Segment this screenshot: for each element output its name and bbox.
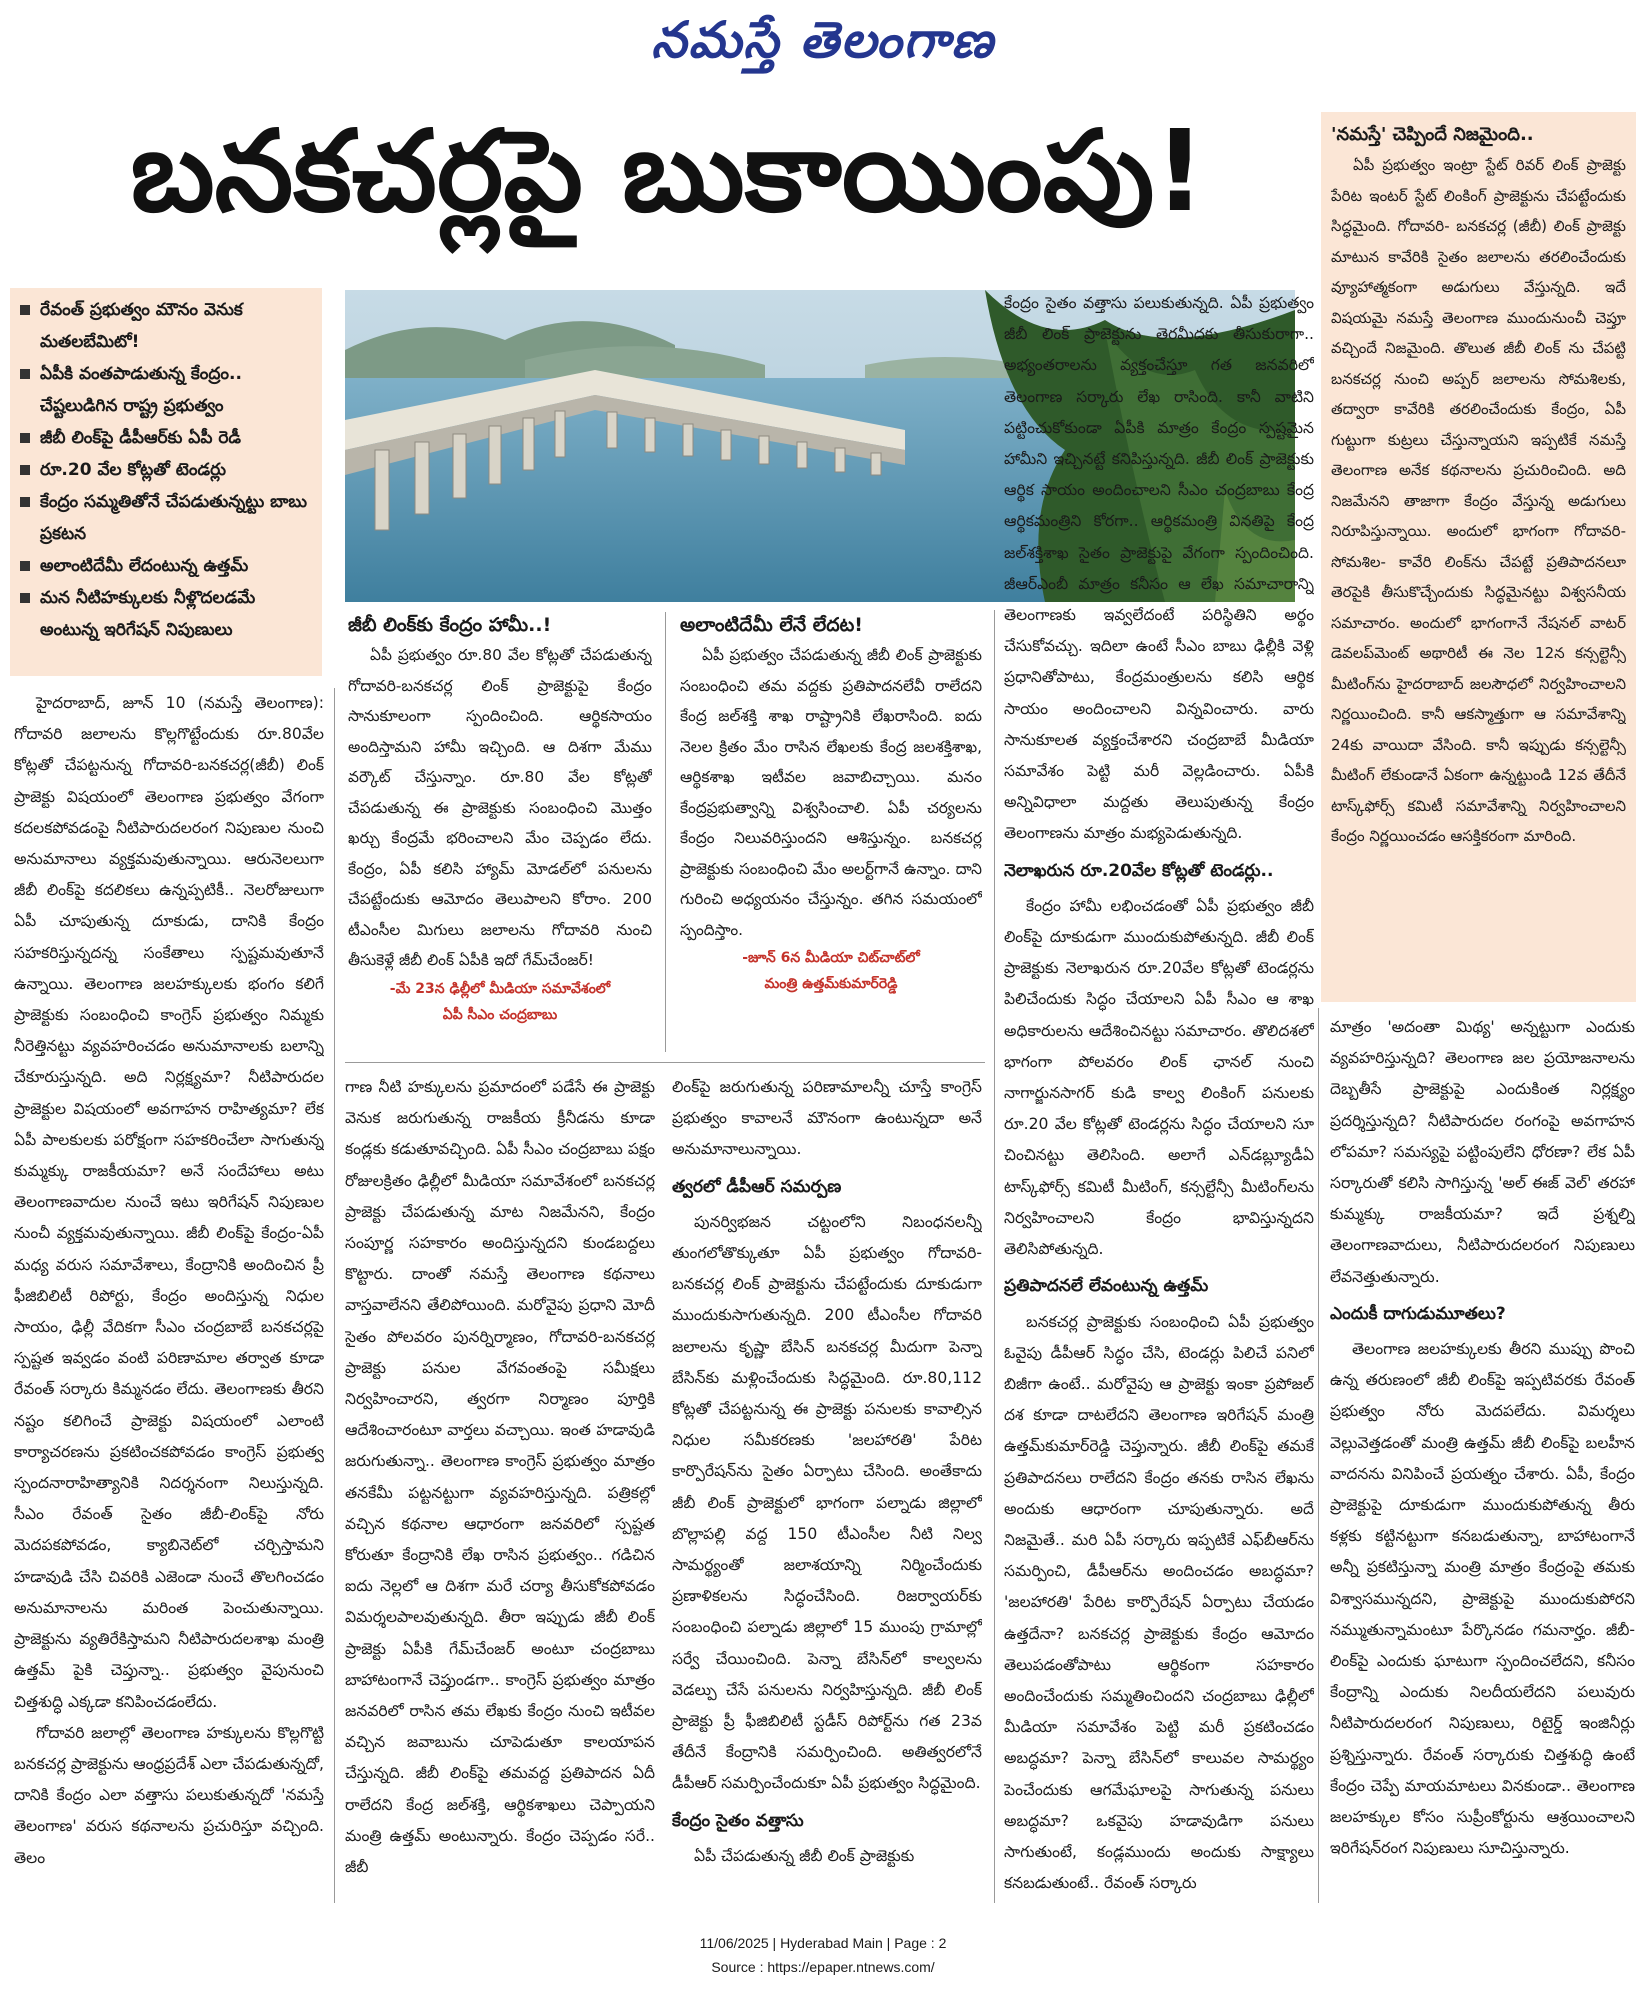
article-column-1 — [14, 688, 324, 1903]
article-paragraph: ఏపీ చేపడుతున్న జీబీ లింక్ ప్రాజెక్టుకు — [694, 1846, 915, 1865]
article-paragraph: హైదరాబాద్, జూన్ 10 (నమస్తే తెలంగాణ): గోదావరి జలాలను కొల్లగొట్టేందుకు రూ.80వేల కోట్లతో చేపట్టనున్న గోదావరి-బనకచర్ల(జీబీ) లింక్ ప్రాజెక్టు విషయంలో తెలంగాణ ప్రభుత్వం వేగంగా కదలకపోవడంపై నీటిపారుదలరంగ నిపుణుల నుంచి అనుమానాలు వ్యక్తమవుతున్నాయి. ఆరునెలలుగా జీబీ లింక్‌పై కదలికలు ఉన్నప్పటికీ.. నెలరోజులుగా ఏపీ చూపుతున్న దూకుడు, దానికి కేంద్రం సహకరిస్తున్నదన్న సంకేతాలు స్పష్టమవుతూనే ఉన్నాయి. తెలంగాణ జలహక్కులకు భంగం కలిగే ప్రాజెక్టుకు సంబంధించి కాంగ్రెస్ ప్రభుత్వం నిమ్మకు నీరెత్తినట్టు వ్యవహరించడం అనుమానాలకు బలాన్ని చేకూరుస్తున్నది. అది నిర్లక్ష్యమా? నీటిపారుదల ప్రాజెక్టుల విషయంలో అవగాహన రాహిత్యమా? లేక ఏపీ పాలకులకు పరోక్షంగా సహకరించేలా సాగుతున్న కుమ్మక్కు రాజకీయమా? అనే సందేహాలు అటు తెలంగాణవాదుల నుంచే ఇటు ఇరిగేషన్ నిపుణుల నుంచీ వ్యక్తమవుతున్నాయి. జీబీ లింక్‌పై కేంద్రం-ఏపీ మధ్య వరుస సమావేశాలు, కేంద్రానికి అందించిన ప్రీ ఫీజిబిలిటీ రిపోర్టు, కేంద్రం అందిస్తున్న నిధుల సాయం, ఢిల్లీ వేదికగా సీఎం చంద్రబాబే బనకచర్లపై స్పష్టత ఇవ్వడం వంటి పరిణామాల తర్వాత కూడా రేవంత్ సర్కారు కిమ్మనడం లేదు. తెలంగాణకు తీరని నష్టం కలిగించే ప్రాజెక్టు విషయంలో ఎలాంటి కార్యాచరణను ప్రకటించకపోవడం కాంగ్రెస్ ప్రభుత్వ స్పందనారాహిత్యానికి నిదర్శనంగా నిలుస్తున్నది. సీఎం రేవంత్ సైతం జీబీ-లింక్‌పై నోరు మెదపకపోవడం, క్యాబినెట్‌లో చర్చిస్తామని హడావుడి చేసి చివరికి ఎజెండా నుంచే తొలగించడం అనుమానాలను మరింత పెంచుతున్నాయి. ప్రాజెక్టును వ్యతిరేకిస్తామని నీటిపారుదలశాఖ మంత్రి ఉత్తమ్ పైకి చెప్తున్నా.. ప్రభుత్వం వైపునుంచి చిత్తశుద్ధి ఎక్కడా కనిపించడంలేదు. — [14, 694, 324, 1711]
article-paragraph: మాత్రం 'అదంతా మిథ్య' అన్నట్టుగా ఎందుకు వ్యవహరిస్తున్నది? తెలంగాణ జల ప్రయోజనాలను దెబ్బతీసే ప్రాజెక్టుపై ఎందుకింత నిర్లక్ష్యం ప్రదర్శిస్తున్నది? నీటిపారుదల రంగంపై అవగాహన లోపమా? సమస్యపై పట్టింపులేని ధోరణా? లేక ఏపీ సర్కారుతో కలిసి సాగిస్తున్న 'అల్ ఈజ్ వెల్' తరహా కుమ్మక్కు రాజకీయమా? ఇదే ప్రశ్నల్ని తెలంగాణవాదులు, నీటిపారుదలరంగ నిపుణులు లేవనెత్తుతున్నారు. — [1330, 1018, 1635, 1286]
article-paragraph: లింక్‌పై జరుగుతున్న పరిణామాలన్నీ చూస్తే కాంగ్రెస్ ప్రభుత్వం కావాలనే మౌనంగా ఉంటున్నదా అనే అనుమానాలున్నాయి. — [672, 1078, 982, 1159]
article-paragraph: పునర్విభజన చట్టంలోని నిబంధనలన్నీ తుంగలోతొక్కుతూ ఏపీ ప్రభుత్వం గోదావరి- బనకచర్ల లింక్ ప్రాజెక్టును చేపట్టేందుకు దూకుడుగా ముందుకుసాగుతున్నది. 200 టీఎంసీల గోదావరి జలాలను కృష్ణా బేసిన్ బనకచర్ల మీదుగా పెన్నా బేసిన్‌కు మళ్లించేందుకు సిద్ధమైంది. రూ.80,112 కోట్లతో చేపట్టనున్న ఈ ప్రాజెక్టు పనులకు కావాల్సిన నిధుల సమీకరణకు 'జలహారతి' పేరిట కార్పొరేషన్‌ను సైతం ఏర్పాటు చేసింది. అంతేకాదు జీబీ లింక్ ప్రాజెక్టులో భాగంగా పల్నాడు జిల్లాలో బొల్లాపల్లి వద్ద 150 టీఎంసీల నీటి నిల్వ సామర్థ్యంతో జలాశయాన్ని నిర్మించేందుకు ప్రణాళికలను సిద్ధంచేసింది. రిజర్వాయర్‌కు సంబంధించి పల్నాడు జిల్లాలో 15 ముంపు గ్రామాల్లో సర్వే చేయించింది. పెన్నా బేసిన్‌లో కాల్వలను వెడల్పు చేసే పనులను నిర్వహిస్తున్నది. జీబీ లింక్ ప్రాజెక్టు ప్రీ ఫీజిబిలిటీ స్టడీస్ రిపోర్ట్‌ను గత 23వ తేదీనే కేంద్రానికి సమర్పించింది. అతిత్వరలోనే డీపీఆర్ సమర్పించేందుకూ ఏపీ ప్రభుత్వం సిద్ధమైంది. — [672, 1212, 982, 1793]
article-column-4 — [1004, 288, 1314, 1903]
quote-box-left — [348, 610, 652, 1055]
article-paragraph: గోదావరి జలాల్లో తెలంగాణ హక్కులను కొల్లగొట్టి బనకచర్ల ప్రాజెక్టును ఆంధ్రప్రదేశ్ ఎలా చేపడుతున్నదో, దానికి కేంద్రం ఎలా వత్తాసు పలుకుతున్నదో 'నమస్తే తెలంగాణ' వరుస కథనాలను ప్రచురిస్తూ వచ్చింది. తెలం — [14, 1723, 324, 1867]
quote-credit-left-line1: -మే 23న ఢిల్లీలో మీడియా సమావేశంలో — [389, 980, 611, 997]
quote-body-right — [680, 640, 982, 945]
highlight-item: జీబీ లింక్‌పై డీపీఆర్‌కు ఏపీ రెడీ — [18, 422, 314, 454]
article-subheading: కేంద్రం సైతం వత్తాసు — [672, 1810, 804, 1831]
quote-paragraph-right: ఏపీ ప్రభుత్వం చేపడుతున్న జీబీ లింక్ ప్రాజెక్టుకు సంబంధించి తమ వద్దకు ప్రతిపాదనలేవీ రాలేదని కేంద్ర జల్‌శక్తి శాఖ రాష్ట్రానికి లేఖరాసింది. ఐదు నెలల క్రితం మేం రాసిన లేఖలకు కేంద్ర జలశక్తిశాఖ, ఆర్థికశాఖ ఇటీవల జవాబిచ్చాయి. మనం కేంద్రప్రభుత్వాన్ని విశ్వసించాలి. ఏపీ చర్యలను కేంద్రం నిలువరిస్తుందని ఆశిస్తున్నం. బనకచర్ల ప్రాజెక్టుకు సంబంధించి మేం అలర్ట్‌గానే ఉన్నాం. దాని గురించి అధ్యయనం చేస్తున్నం. తగిన సమయంలో స్పందిస్తాం. — [680, 646, 982, 939]
quote-box-right — [680, 610, 982, 1055]
highlight-item: అలాంటిదేమీ లేదంటున్న ఉత్తమ్ — [18, 550, 314, 582]
sidebar-box — [1321, 112, 1636, 1002]
article-column-3 — [672, 1072, 982, 1903]
article-column-2 — [345, 1072, 655, 1903]
quote-credit-left-line2: ఏపీ సీఎం చంద్రబాబు — [442, 1006, 558, 1023]
quote-body-left — [348, 640, 652, 976]
quote-title-right: అలాంటిదేమీ లేనే లేదట! — [680, 614, 863, 636]
article-subheading: ప్రతిపాదనలే లేవంటున్న ఉత్తమ్ — [1004, 1276, 1209, 1297]
source-link[interactable]: Source : https://epaper.ntnews.com/ — [711, 1959, 935, 1975]
highlight-item: కేంద్రం సమ్మతితోనే చేపడుతున్నట్టు బాబు ప్రకటన — [18, 486, 314, 550]
quote-credit-right-line2: మంత్రి ఉత్తమ్‌కుమార్‌రెడ్డి — [764, 976, 898, 992]
sidebar-title: 'నమస్తే' చెప్పిందే నిజమైంది.. — [1331, 124, 1534, 145]
article-paragraph: గాణ నీటి హక్కులను ప్రమాదంలో పడేసే ఈ ప్రాజెక్టు వెనుక జరుగుతున్న రాజకీయ క్రీనీడను కూడా కండ్లకు కడుతూవచ్చింది. ఏపీ సీఎం చంద్రబాబు పక్షం రోజులక్రితం ఢిల్లీలో మీడియా సమావేశంలో బనకచర్ల ప్రాజెక్టు చేపడుతున్న మాట నిజమేనని, కేంద్రం సంపూర్ణ సహకారం అందిస్తున్నదని కుండబద్దలు కొట్టారు. దాంతో నమస్తే తెలంగాణ కథనాలు వాస్తవాలేనని తేలిపోయింది. మరోవైపు ప్రధాని మోదీ సైతం పోలవరం పునర్నిర్మాణం, గోదావరి-బనకచర్ల ప్రాజెక్టు పనుల వేగవంతంపై సమీక్షలు నిర్వహించారని, త్వరగా నిర్మాణం పూర్తికి ఆదేశించారంటూ వార్తలు వచ్చాయి. ఇంత హడావుడి జరుగుతున్నా.. తెలంగాణ కాంగ్రెస్ ప్రభుత్వం మాత్రం తనకేమీ పట్టనట్టుగా వ్యవహరిస్తున్నది. పత్రికల్లో వచ్చిన కథనాల ఆధారంగా జనవరిలో స్పష్టత కోరుతూ కేంద్రానికి లేఖ రాసిన ప్రభుత్వం.. గడిచిన ఐదు నెల్లలో ఆ దిశగా మరే చర్యా తీసుకోకపోవడం విమర్శలపాలవుతున్నది. తీరా ఇప్పుడు జీబీ లింక్ ప్రాజెక్టు ఏపీకి గేమ్‌చేంజర్ అంటూ చంద్రబాబు బాహాటంగానే చెప్తుండగా.. కాంగ్రెస్ ప్రభుత్వం మాత్రం జనవరిలో రాసిన తమ లేఖకు కేంద్రం నుంచి ఇటీవల వచ్చిన జవాబును చూపెడుతూ కాలయాపన చేస్తున్నది. జీబీ లింక్‌పై తమవద్ద ప్రతిపాదన ఏదీ రాలేదని కేంద్ర జల్‌శక్తి, ఆర్థికశాఖలు చెప్పాయని మంత్రి ఉత్తమ్ అంటున్నారు. కేంద్రం చెప్పడం సరే.. జీబీ — [345, 1078, 655, 1877]
highlight-item: రూ.20 వేల కోట్లతో టెండర్లు — [18, 454, 314, 486]
edition-info: 11/06/2025 | Hyderabad Main | Page : 2 — [699, 1935, 947, 1951]
horizontal-divider — [345, 1062, 985, 1063]
article-column-5 — [1330, 1012, 1635, 1903]
highlights-box — [10, 288, 322, 676]
column-divider — [334, 688, 335, 1903]
page-headline: బనకచర్లపై బుకాయింపు! — [130, 107, 1206, 237]
quote-title-left: జీబీ లింక్‌కు కేంద్రం హామీ..! — [348, 614, 552, 636]
article-paragraph: కేంద్రం హామీ లభించడంతో ఏపీ ప్రభుత్వం జీబీ లింక్‌పై దూకుడుగా ముందుకుపోతున్నది. జీబీ లింక్ ప్రాజెక్టుకు నెలాఖరున రూ.20వేల కోట్లతో టెండర్లను పిలిచేందుకు సిద్ధం చేయాలని ఏపీ సీఎం ఆ శాఖ అధికారులను ఆదేశించినట్టు సమాచారం. తొలిదశలో భాగంగా పోలవరం లింక్ ఛానల్ నుంచి నాగార్జునసాగర్ కుడి కాల్వ లింకింగ్ పనులకు రూ.20 వేల కోట్లతో టెండర్లను సిద్ధం చేయాలని సూ చించినట్టు తెలిసింది. అలాగే ఎన్‌డబ్ల్యూడీఏ టాస్క్‌ఫోర్స్ కమిటీ మీటింగ్, కన్సల్టేన్సీ మీటింగ్‌లను నిర్వహించాలని కేంద్రం భావిస్తున్నదని తెలిసిపోతున్నది. — [1004, 896, 1314, 1259]
article-subheading: ఎందుకీ దాగుడుమూతలు? — [1330, 1303, 1506, 1324]
highlight-item: ఏపీకి వంతపాడుతున్న కేంద్రం.. చేష్టలుడిగిన రాష్ట్ర ప్రభుత్వం — [18, 358, 314, 422]
sidebar-body — [1331, 150, 1626, 852]
column-divider — [1318, 1008, 1319, 1903]
article-paragraph: బనకచర్ల ప్రాజెక్టుకు సంబంధించి ఏపీ ప్రభుత్వం ఓవైపు డీపీఆర్ సిద్ధం చేసి, టెండర్లు పిలిచే పనిలో బిజీగా ఉంటే.. మరోవైపు ఆ ప్రాజెక్టు ఇంకా ప్రపోజల్ దశ కూడా దాటలేదని తెలంగాణ ఇరిగేషన్ మంత్రి ఉత్తమ్‌కుమార్‌రెడ్డి చెప్తున్నారు. జీబీ లింక్‌పై తమకే ప్రతిపాదనలు రాలేదని కేంద్రం తనకు రాసిన లేఖను అందుకు ఆధారంగా చూపుతున్నారు. అదే నిజమైతే.. మరి ఏపీ సర్కారు ఇప్పటికే ఎఫ్‌బీఆర్‌ను సమర్పించి, డీపీఆర్‌ను అందించడం అబద్ధమా? 'జలహారతి' పేరిట కార్పొరేషన్ ఏర్పాటు చేయడం ఉత్తదేనా? బనకచర్ల ప్రాజెక్టుకు కేంద్రం ఆమోదం తెలుపడంతోపాటు ఆర్థికంగా సహకారం అందించేందుకు సమ్మతించిందని చంద్రబాబు ఢిల్లీలో మీడియా సమావేశం పెట్టి మరీ ప్రకటించడం అబద్ధమా? పెన్నా బేసిన్‌లో కాలువల సామర్థ్యం పెంచేందుకు ఆగమేఘాలపై సాగుతున్న పనులు అబద్ధమా? ఒకవైపు హడావుడిగా పనులు సాగుతుంటే, కండ్లముందు అందుకు సాక్ష్యాలు కనబడుతుంటే.. రేవంత్ సర్కారు — [1004, 1312, 1314, 1893]
highlight-item: రేవంత్ ప్రభుత్వం మౌనం వెనుక మతలబేమిటో! — [18, 294, 314, 358]
quote-credit-right-line1: -జూన్ 6న మీడియా చిట్‌చాట్‌లో — [742, 950, 920, 966]
page-footer — [0, 1931, 1646, 1979]
column-divider — [994, 610, 995, 1903]
article-subheading: నెలాఖరున రూ.20వేల కోట్లతో టెండర్లు.. — [1004, 860, 1274, 881]
column-divider — [665, 612, 666, 1052]
sidebar-paragraph: ఏపీ ప్రభుత్వం ఇంట్రా స్టేట్ రివర్ లింక్ ప్రాజెక్టు పేరిట ఇంటర్ స్టేట్ లింకింగ్ ప్రాజెక్టును చేపట్టేందుకు సిద్ధమైంది. గోదావరి- బనకచర్ల (జీబీ) లింక్ ప్రాజెక్టు మాటున కావేరికి సైతం జలాలను తరలించేందుకు వ్యూహాత్మకంగా అడుగులు వేస్తున్నది. ఇదే విషయమై నమస్తే తెలంగాణ ముందునుంచీ చెప్తూ వచ్చిందే నిజమైంది. తొలుత జీబీ లింక్ ను చేపట్టి బనకచర్ల నుంచి అప్పర్ జలాలను సోమశిలకు, తద్వారా కావేరికి తరలించేందుకు కేంద్రం, ఏపీ గుట్టుగా కుట్రలు చేస్తున్నాయని ఇప్పటికే నమస్తే తెలంగాణ అనేక కథనాలను ప్రచురించింది. అది నిజమేనని తాజాగా కేంద్రం వేస్తున్న అడుగులు నిరూపిస్తున్నాయి. అందులో భాగంగా గోదావరి- సోమశిల- కావేరి లింక్‌ను చేపట్టే ప్రతిపాదనలూ తెరపైకి తీసుకొచ్చేందుకు సిద్ధమైనట్టు విశ్వసనీయ సమాచారం. అందులో భాగంగానే నేషనల్ వాటర్ డెవలప్‌మెంట్ అథారిటీ ఈ నెల 12న కన్సల్టెన్సీ మీటింగ్‌ను హైదరాబాద్ జలసౌధలో నిర్వహించాలని నిర్ణయించింది. కానీ ఆకస్మాత్తుగా ఆ సమావేశాన్ని 24కు వాయిదా వేసింది. కానీ ఇప్పుడు కన్సల్టెన్సీ మీటింగ్ లేకుండానే ఏకంగా ఉన్నట్టుండి 12వ తేదీనే టాస్క్‌ఫోర్స్ కమిటీ సమావేశాన్ని నిర్వహించాలని కేంద్రం నిర్ణయించడం ఆసక్తికరంగా మారింది. — [1331, 156, 1626, 845]
highlight-item: మన నీటిహక్కులకు నీళ్లొదలడమే అంటున్న ఇరిగేషన్ నిపుణులు — [18, 582, 314, 646]
newspaper-masthead: నమస్తే తెలంగాణ — [651, 10, 995, 69]
article-paragraph: కేంద్రం సైతం వత్తాసు పలుకుతున్నది. ఏపీ ప్రభుత్వం జీబీ లింక్ ప్రాజెక్టును తెరమీదకు తీసుకురాగా.. అభ్యంతరాలను వ్యక్తంచేస్తూ గత జనవరిలో తెలంగాణ సర్కారు లేఖ రాసింది. కానీ వాటిని పట్టించుకోకుండా ఏపీకి మాత్రం కేంద్రం స్పష్టమైన హామీని ఇచ్చినట్టే కనిపిస్తున్నది. జీబీ లింక్ ప్రాజెక్టుకు ఆర్థిక సాయం అందించాలని సీఎం చంద్రబాబు కేంద్ర ఆర్థికమంత్రిని కోరగా.. ఆర్థికమంత్రి వినతిపై కేంద్ర జల్‌శక్తిశాఖ సైతం ప్రాజెక్టుపై వేగంగా స్పందించింది. జీఆర్‌ఎంబీ మాత్రం కనీసం ఆ లేఖ సమాచారాన్ని తెలంగాణకు ఇవ్వలేదంటే పరిస్థితిని అర్థం చేసుకోవచ్చు. ఇదిలా ఉంటే సీఎం బాబు ఢిల్లీకి వెళ్లి ప్రధానితోపాటు, కేంద్రమంత్రులను కలిసి ఆర్థిక సాయం అందించాలని విన్నవించారు. వారు సానుకూలత వ్యక్తంచేశారని చంద్రబాబే మీడియా సమావేశం పెట్టి మరీ వెల్లడించారు. ఏపీకి అన్నివిధాలా మద్దతు తెలుపుతున్న కేంద్రం తెలంగాణను మాత్రం మభ్యపెడుతున్నది. — [1004, 294, 1314, 843]
article-paragraph: తెలంగాణ జలహక్కులకు తీరని ముప్పు పొంచి ఉన్న తరుణంలో జీబీ లింక్‌పై ఇప్పటివరకు రేవంత్ ప్రభుత్వం నోరు మెదపలేదు. విమర్శలు వెల్లువెత్తడంతో మంత్రి ఉత్తమ్ జీబీ లింక్‌పై బలహీన వాదనను వినిపించే ప్రయత్నం చేశారు. ఏపీ, కేంద్రం ప్రాజెక్టుపై దూకుడుగా ముందుకుపోతున్న తీరు కళ్లకు కట్టినట్టుగా కనబడుతున్నా, బాహాటంగానే అన్నీ ప్రకటిస్తున్నా మంత్రి మాత్రం కేంద్రంపై తమకు విశ్వాసమున్నదని, ప్రాజెక్టుపై ముందుకుపోరని నమ్ముతున్నామంటూ పేర్కొనడం గమనార్హం. జీబీ-లింక్‌పై ఎందుకు ఘాటుగా స్పందించలేదని, కనీసం కేంద్రాన్ని ఎందుకు నిలదీయలేదని పలువురు నీటిపారుదలరంగ నిపుణులు, రిటైర్డ్ ఇంజినీర్లు ప్రశ్నిస్తున్నారు. రేవంత్ సర్కారుకు చిత్తశుద్ధి ఉంటే కేంద్రం చెప్పే మాయమాటలు వినకుండా.. తెలంగాణ జలహక్కుల కోసం సుప్రీంకోర్టును ఆశ్రయించాలని ఇరిగేషన్‌రంగ నిపుణులు సూచిస్తున్నారు. — [1330, 1340, 1635, 1858]
article-subheading: త్వరలో డీపీఆర్ సమర్పణ — [672, 1176, 842, 1197]
highlights-list — [18, 294, 314, 646]
quote-paragraph-left: ఏపీ ప్రభుత్వం రూ.80 వేల కోట్లతో చేపడుతున్న గోదావరి-బనకచర్ల లింక్ ప్రాజెక్టుపై కేంద్రం సానుకూలంగా స్పందించింది. ఆర్థికసాయం అందిస్తామని హామీ ఇచ్చింది. ఆ దిశగా మేము వర్కౌట్ చేస్తున్నాం. రూ.80 వేల కోట్లతో చేపడుతున్న ఈ ప్రాజెక్టుకు సంబంధించి మొత్తం ఖర్చు కేంద్రమే భరించాలని మేం చెప్పడం లేదు. కేంద్రం, ఏపీ కలిసి హ్యామ్ మోడల్‌లో పనులను చేపట్టేందుకు ఆమోదం తెలుపాలని కోరాం. 200 టీఎంసీల మిగులు జలాలను గోదావరి నుంచి తీసుకెళ్లే జీబీ లింక్ ఏపీకి ఇదో గేమ్‌చేంజర్! — [348, 646, 652, 969]
